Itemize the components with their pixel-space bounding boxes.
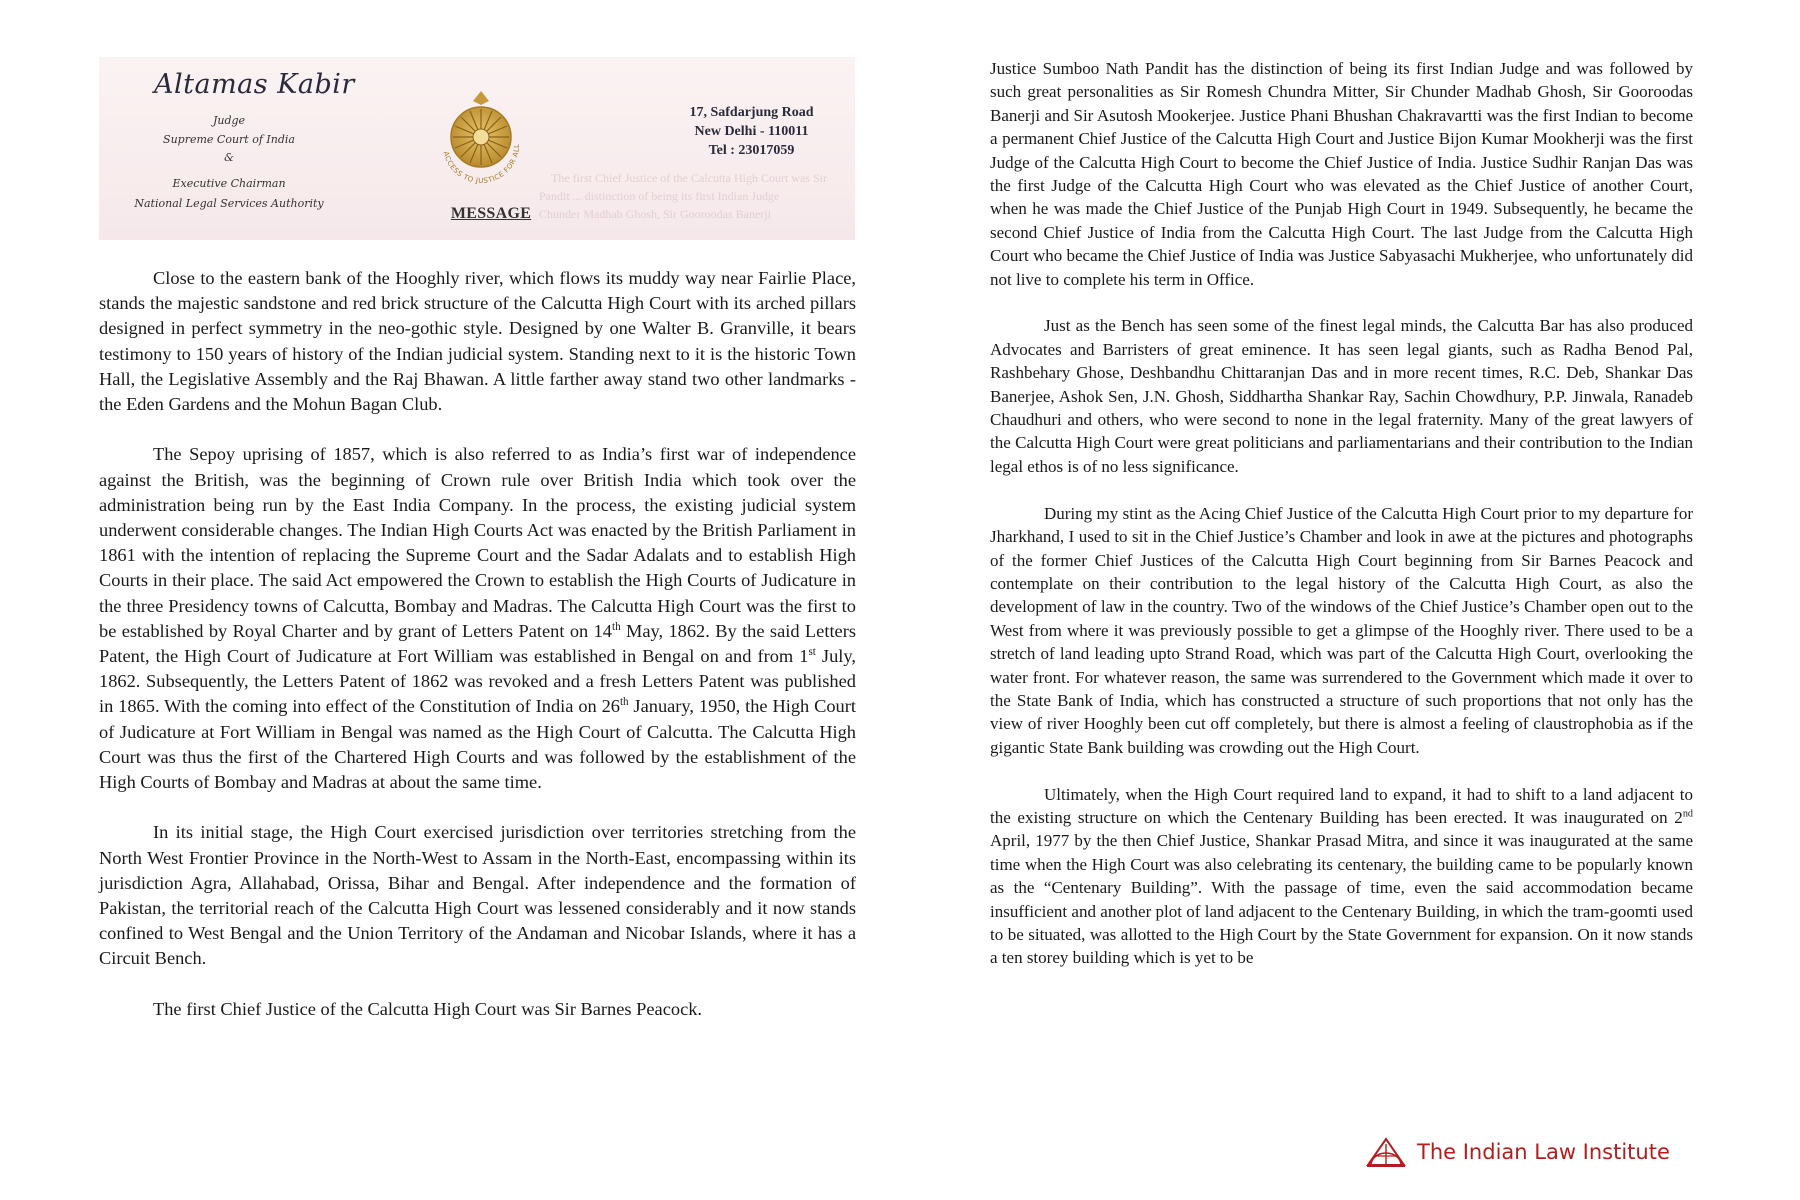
title-line: National Legal Services Authority: [134, 197, 324, 210]
paragraph: The Sepoy uprising of 1857, which is also referred to as India’s first war of independence against the British, was the beginning of Crown rule over British India which took over the administration being run by the East India Company. In the process, the existing judicial system underwent considerable changes. The Indian High Courts Act was enacted by the British Parliament in 1861 with the intention of replacing the Supreme Court and the Sadar Adalats and to establish High Courts in their place. The said Act empowered the Crown to establish the High Courts of Judicature in the three Presidency towns of Calcutta, Bombay and Madras. The Calcutta High Court was the first to be established by Royal Charter and by grant of Letters Patent on 14th May, 1862. By the said Letters Patent, the High Court of Judicature at Fort William was established in Bengal on and from 1st July, 1862. Subsequently, the Letters Patent of 1862 was revoked and a fresh Letters Patent was published in 1865. With the coming into effect of the Constitution of India on 26th January, 1950, the High Court of Judicature at Fort William in Bengal was named as the High Court of Calcutta. The Calcutta High Court was thus the first of the Chartered High Courts and was followed by the establishment of the High Courts of Bombay and Madras at about the same time.: [99, 444, 856, 793]
right-column: [990, 57, 1693, 993]
title-line: &: [224, 151, 234, 164]
footer-brand: [1365, 1134, 1670, 1170]
paragraph: Ultimately, when the High Court required land to expand, it had to shift to a land adjacent to the existing structure on which the Centenary Building has been erected. It was inaugurated on 2nd April, 1977 by the then Chief Justice, Shankar Prasad Mitra, and since it was inaugurated at the same time when the High Court was also celebrating its centenary, the building came to be popularly known as the “Centenary Building”. With the passage of time, even the said accommodation became insufficient and another plot of land adjacent to the Centenary Building, in which the tram-goomti used to be situated, was allotted to the High Court by the State Government for expansion. On it now stands a ten storey building which is yet to be: [990, 784, 1693, 968]
paragraph: During my stint as the Acing Chief Justice of the Calcutta High Court prior to my departure for Jharkhand, I used to sit in the Chief Justice’s Chamber and look in awe at the pictures and photographs of the former Chief Justices of the Calcutta High Court beginning from Sir Barnes Peacock and contemplate on their contribution to the legal history of the Calcutta High Court, as also the development of law in the country. Two of the windows of the Chief Justice’s Chamber open out to the West from where it was previously possible to get a glimpse of the Hooghly river. There used to be a stretch of land leading upto Strand Road, which was part of the Calcutta High Court, overlooking the water front. For whatever reason, the same was surrendered to the Government which made it over to the State Bank of India, which has constructed a structure of such proportions that not only has the view of river Hooghly been cut off completely, but there is almost a feeling of claustrophobia as if the gigantic State Bank building was crowding out the High Court.: [990, 503, 1693, 757]
paragraph: Just as the Bench has seen some of the finest legal minds, the Calcutta Bar has also produced Advocates and Barristers of great eminence. It has seen legal giants, such as Radha Benod Pal, Rashbehary Ghose, Deshbandhu Chittaranjan Das and in more recent times, R.C. Deb, Shankar Das Banerjee, Ashok Sen, J.N. Ghosh, Siddhartha Shankar Ray, Sachin Chowdhury, P.P. Jinwala, Ranadeb Chaudhuri and others, who were second to none in the legal fraternity. Many of the great lawyers of the Calcutta High Court were great politicians and parliamentarians and their contribution to the Indian legal ethos is of no less significance.: [990, 316, 1693, 476]
paragraph: Close to the eastern bank of the Hooghly river, which flows its muddy way near Fairlie Place, stands the majestic sandstone and red brick structure of the Calcutta High Court with its arched pillars designed in perfect symmetry in the neo-gothic style. Designed by one Walter B. Granville, it bears testimony to 150 years of history of the Indian judicial system. Standing next to it is the historic Town Hall, the Legislative Assembly and the Raj Bhawan. A little farther away stand two other landmarks - the Eden Gardens and the Mohun Bagan Club.: [99, 268, 856, 415]
title-line: Judge: [212, 114, 246, 127]
ili-logo-icon: [1365, 1135, 1407, 1169]
title-line: Executive Chairman: [172, 177, 286, 190]
letterhead: [99, 57, 855, 240]
paragraph: The first Chief Justice of the Calcutta High Court was Sir Barnes Peacock.: [153, 998, 703, 1019]
left-column: [99, 266, 856, 1047]
nalsa-emblem-icon: [431, 87, 531, 197]
paragraph: Justice Sumboo Nath Pandit has the distinction of being its first Indian Judge and was followed by such great personalities as Sir Romesh Chundra Mitter, Sir Chunder Madhab Ghosh, Sir Gooroodas Banerji and Sir Asutosh Mookerjee. Justice Phani Bhushan Chakravartti was the first Indian to become a permanent Chief Justice of the Calcutta High Court and Justice Bijon Kumar Mookherji was the first Judge of the Calcutta High Court to become the Chief Justice of India. Justice Sudhir Ranjan Das was the first Judge of the Calcutta High Court who was elevated as the Chief Justice of another Court, when he was made the Chief Justice of the Punjab High Court in 1949. Subsequently, he became the second Chief Justice of India from the Calcutta High Court. The last Judge from the Calcutta High Court who became the Chief Justice of India was Justice Sabyasachi Mukherjee, who unfortunately did not live to complete his term in Office.: [990, 59, 1693, 289]
address-line: 17, Safdarjung Road: [689, 105, 814, 120]
svg-text:ACCESS TO JUSTICE FOR ALL: ACCESS TO JUSTICE FOR ALL: [441, 143, 522, 186]
address-line: New Delhi - 110011: [694, 124, 809, 139]
paragraph: In its initial stage, the High Court exercised jurisdiction over territories stretching from the North West Frontier Province in the North-West to Assam in the North-East, encompassing within its jurisdiction Agra, Allahabad, Orissa, Bihar and Bengal. After independence and the formation of Pakistan, the territorial reach of the Calcutta High Court was lessened considerably and it now stands confined to West Bengal and the Union Territory of the Andaman and Nicobar Islands, where it has a Circuit Bench.: [99, 822, 856, 969]
signature-name: Altamas Kabir: [154, 69, 355, 100]
message-heading: MESSAGE: [450, 205, 532, 222]
show-through-text: The first Chief Justice of the Calcutta High Court was Sir Pandit ... distinction of being its first Indian Judge Chunder Madhab Ghosh, Sir Gooroodas Banerji: [539, 171, 827, 221]
address-line: Tel : 23017059: [708, 143, 795, 158]
title-line: Supreme Court of India: [163, 133, 295, 146]
address-block: [659, 103, 844, 160]
footer-brand-name: The Indian Law Institute: [1417, 1140, 1670, 1164]
